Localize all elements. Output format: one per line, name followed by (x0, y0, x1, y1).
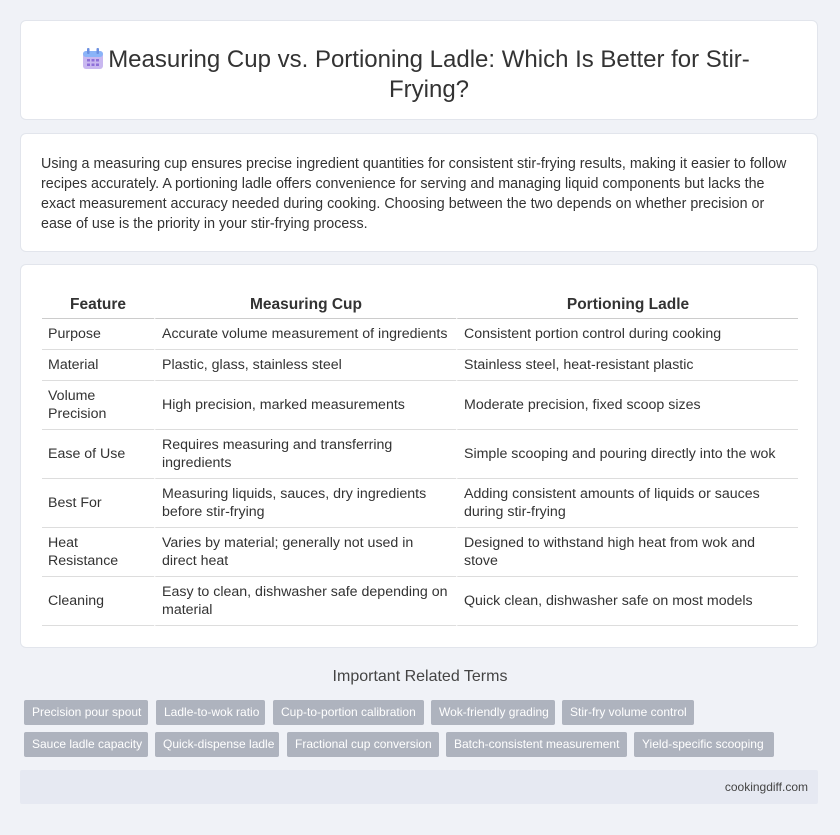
table-row (42, 479, 798, 528)
page-title: Measuring Cup vs. Portioning Ladle: Which Is Better for Stir-Frying? (108, 46, 750, 103)
row-feature: Cleaning (42, 577, 154, 626)
row-feature: Purpose (42, 319, 154, 350)
intro-paragraph: Using a measuring cup ensures precise ingredient quantities for consistent stir-frying results, making it easier to follow recipes accurately. A portioning ladle offers convenience for serving and managing liquid components but lacks the exact measurement accuracy needed during cooking. Choosing between the two depends on whether precision or ease of use is the priority in your stir-frying process. (41, 156, 787, 232)
row-feature: Best For (42, 479, 154, 528)
header-measuring-cup: Measuring Cup (154, 295, 456, 319)
table-row (42, 577, 798, 626)
table-row (42, 350, 798, 381)
table-row (42, 528, 798, 577)
related-terms-title: Important Related Terms (332, 668, 508, 685)
row-feature: Volume Precision (42, 381, 154, 430)
row-portioning-ladle: Moderate precision, fixed scoop sizes (456, 381, 798, 430)
row-portioning-ladle: Adding consistent amounts of liquids or sauces during stir-frying (456, 479, 798, 528)
related-term-tag[interactable]: Yield-specific scooping (634, 732, 774, 757)
related-term-tag[interactable]: Stir-fry volume control (562, 700, 694, 725)
header-portioning-ladle: Portioning Ladle (456, 295, 798, 319)
related-term-tag[interactable]: Ladle-to-wok ratio (156, 700, 265, 725)
row-portioning-ladle: Stainless steel, heat-resistant plastic (456, 350, 798, 381)
related-term-tag[interactable]: Batch-consistent measurement (446, 732, 627, 757)
row-measuring-cup: Easy to clean, dishwasher safe depending on material (154, 577, 456, 626)
table-row (42, 319, 798, 350)
row-portioning-ladle: Quick clean, dishwasher safe on most models (456, 577, 798, 626)
row-measuring-cup: Requires measuring and transferring ingredients (154, 430, 456, 479)
row-feature: Ease of Use (42, 430, 154, 479)
footer (20, 770, 818, 804)
row-portioning-ladle: Designed to withstand high heat from wok and stove (456, 528, 798, 577)
title-card (20, 20, 818, 120)
row-feature: Material (42, 350, 154, 381)
related-term-tag[interactable]: Sauce ladle capacity (24, 732, 148, 757)
row-feature: Heat Resistance (42, 528, 154, 577)
header-feature: Feature (42, 295, 154, 319)
related-term-tag[interactable]: Quick-dispense ladle (155, 732, 279, 757)
related-term-tag[interactable]: Cup-to-portion calibration (273, 700, 424, 725)
row-measuring-cup: Measuring liquids, sauces, dry ingredients before stir-frying (154, 479, 456, 528)
related-term-tag[interactable]: Precision pour spout (24, 700, 148, 725)
row-portioning-ladle: Simple scooping and pouring directly into the wok (456, 430, 798, 479)
footer-site-link[interactable]: cookingdiff.com (724, 780, 808, 794)
table-header-row (42, 295, 798, 319)
row-measuring-cup: Plastic, glass, stainless steel (154, 350, 456, 381)
row-measuring-cup: Accurate volume measurement of ingredients (154, 319, 456, 350)
comparison-card (20, 264, 818, 648)
related-term-tag[interactable]: Wok-friendly grading (431, 700, 555, 725)
table-row (42, 381, 798, 430)
row-measuring-cup: High precision, marked measurements (154, 381, 456, 430)
row-portioning-ladle: Consistent portion control during cooking (456, 319, 798, 350)
table-row (42, 430, 798, 479)
intro-card (20, 133, 818, 252)
comparison-table (42, 295, 798, 626)
related-term-tag[interactable]: Fractional cup conversion (287, 732, 439, 757)
row-measuring-cup: Varies by material; generally not used in direct heat (154, 528, 456, 577)
